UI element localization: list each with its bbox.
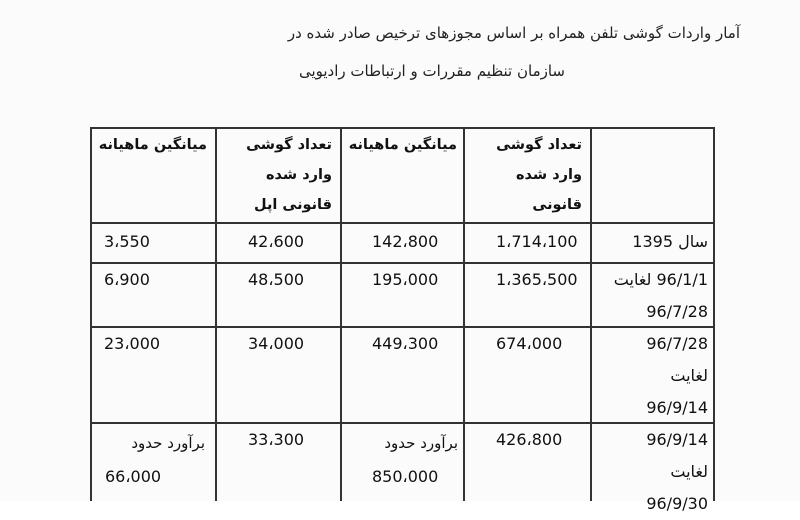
row-2-apple-average: 6،900 — [104, 270, 150, 289]
row-3-monthly-average: 449،300 — [372, 334, 439, 353]
row-2-apple-count: 48،500 — [248, 270, 305, 289]
row-4-apple-average-value: 66،000 — [105, 467, 162, 486]
header-apple-line-1: تعداد گوشی — [246, 137, 332, 153]
header-apple-line-3: قانونی اپل — [254, 197, 332, 213]
row-1-apple-count: 42،600 — [248, 232, 305, 251]
row-3-period-line-2: لغایت — [670, 366, 708, 385]
document-title-line-2: سازمان تنظیم مقررات و ارتباطات رادیویی — [298, 62, 565, 80]
row-2-monthly-average: 195،000 — [372, 270, 439, 289]
row-4-monthly-average-note: برآورد حدود — [384, 434, 458, 452]
row-4-period-line-1: 96/9/14 — [646, 430, 708, 449]
table-border-left — [90, 127, 92, 501]
row-1-legal-count: 1،714،100 — [496, 232, 578, 251]
row-3-period-line-3: 96/9/14 — [646, 398, 708, 417]
row-3-legal-count: 674،000 — [496, 334, 563, 353]
row-1-monthly-average: 142،800 — [372, 232, 439, 251]
table-column-divider — [340, 127, 342, 501]
row-2-legal-count: 1،365،500 — [496, 270, 578, 289]
table-border-right — [713, 127, 715, 501]
table-column-divider — [215, 127, 217, 501]
row-4-apple-count: 33،300 — [248, 430, 305, 449]
row-2-period-line-1: 96/1/1 لغایت — [613, 270, 708, 289]
row-4-monthly-average — [350, 426, 458, 494]
header-legal-imported-apple — [220, 130, 332, 220]
document-title-line-1: آمار واردات گوشی تلفن همراه بر اساس مجوزهای ترخیص صادر شده در — [287, 24, 740, 42]
table-column-divider — [590, 127, 592, 501]
header-monthly-average-apple: میانگین ماهیانه — [98, 137, 207, 153]
row-4-period-line-2: لغایت — [670, 462, 708, 481]
row-4-apple-average-note: برآورد حدود — [131, 434, 205, 452]
header-apple-line-2: وارد شده — [265, 167, 332, 183]
header-legal-imported-line-2: وارد شده — [515, 167, 582, 183]
row-1-period: سال 1395 — [632, 232, 708, 251]
row-3-apple-count: 34،000 — [248, 334, 305, 353]
row-2-period-line-2: 96/7/28 — [646, 302, 708, 321]
row-1-apple-average: 3،550 — [104, 232, 150, 251]
row-4-monthly-average-value: 850،000 — [372, 467, 439, 486]
row-4-legal-count: 426،800 — [496, 430, 563, 449]
row-2-period — [596, 264, 708, 328]
row-3-period-line-1: 96/7/28 — [646, 334, 708, 353]
row-4-period — [596, 424, 708, 520]
row-4-apple-average — [97, 426, 205, 494]
row-3-period — [596, 328, 708, 424]
row-3-apple-average: 23،000 — [104, 334, 161, 353]
table-border-top — [90, 127, 715, 129]
table-column-divider — [463, 127, 465, 501]
header-legal-imported — [470, 130, 582, 220]
header-monthly-average: میانگین ماهیانه — [348, 137, 457, 153]
header-legal-imported-line-1: تعداد گوشی — [496, 137, 582, 153]
table-row-divider — [90, 222, 715, 224]
header-legal-imported-line-3: قانونی — [532, 197, 582, 213]
row-4-period-line-3: 96/9/30 — [646, 494, 708, 513]
